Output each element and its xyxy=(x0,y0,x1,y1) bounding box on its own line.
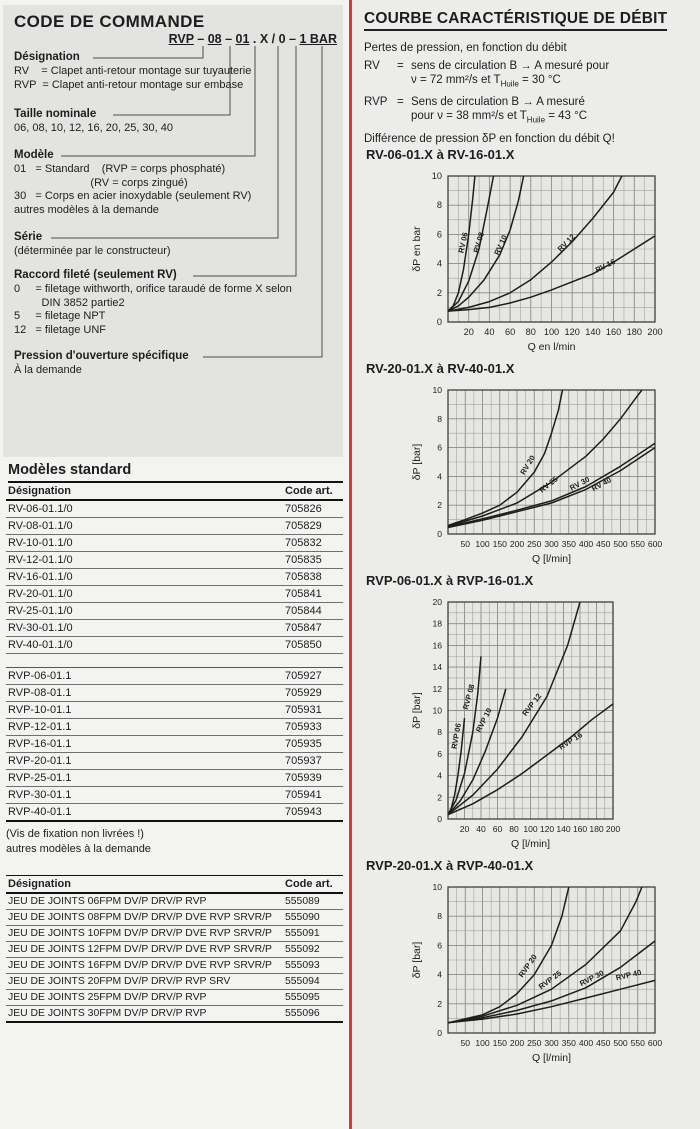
x-tick-label: 160 xyxy=(605,326,622,337)
x-axis-label: Q [l/min] xyxy=(510,837,551,850)
text-line: (Vis de fixation non livrées !) xyxy=(6,828,144,840)
x-tick-label: 200 xyxy=(647,326,663,337)
section-serie xyxy=(14,231,171,259)
section-heading: Raccord fileté (seulement RV) xyxy=(14,269,177,281)
x-tick-label: 100 xyxy=(523,823,538,834)
x-tick-label: 120 xyxy=(564,326,580,337)
y-tick-label: 8 xyxy=(437,910,442,921)
section-pression-ouverture xyxy=(14,350,189,378)
cell-designation: JEU DE JOINTS 12FPM DV/P DRV/P DVE RVP SRVR/P xyxy=(6,942,283,958)
flow-curve-title: COURBE CARACTÉRISTIQUE DE DÉBIT xyxy=(364,10,667,31)
table-row xyxy=(6,702,343,719)
code-segment: 01 xyxy=(235,32,250,46)
standard-models-title: Modèles standard xyxy=(8,462,343,483)
table-row xyxy=(6,603,343,620)
series-label: RV 16 xyxy=(593,256,617,275)
order-code-value xyxy=(169,32,337,46)
rvp-line1: Sens de circulation B → A mesuré xyxy=(411,95,585,108)
cell-code-art: 705850 xyxy=(283,637,343,654)
x-tick-label: 600 xyxy=(647,538,663,549)
table-row xyxy=(6,569,343,586)
cell-designation: RV-25-01.1/0 xyxy=(6,603,283,620)
table-header-row xyxy=(6,483,343,500)
text-line: autres modèles à la demande xyxy=(6,843,151,855)
y-tick-label: 10 xyxy=(432,384,442,395)
y-tick-label: 8 xyxy=(436,199,442,210)
series-label: RVP 30 xyxy=(578,967,606,988)
x-tick-label: 20 xyxy=(463,326,474,337)
cell-designation: RVP-20-01.1 xyxy=(6,753,283,770)
cell-designation: RV-30-01.1/0 xyxy=(6,620,283,637)
y-axis-label: δP [bar] xyxy=(411,941,423,978)
rv-models-table xyxy=(6,483,343,654)
table-row xyxy=(6,637,343,654)
cell-code-art: 705838 xyxy=(283,569,343,586)
code-segment: – xyxy=(193,32,208,46)
series-label: RVP 12 xyxy=(520,691,544,718)
x-tick-label: 400 xyxy=(578,1037,594,1048)
text-line: (déterminée par le constructeur) xyxy=(14,245,171,257)
chart2-wrap xyxy=(408,380,694,573)
left-tables xyxy=(6,462,343,1023)
cell-code-art: 705847 xyxy=(283,620,343,637)
cell-code-art: 555092 xyxy=(283,942,343,958)
y-tick-label: 4 xyxy=(437,470,442,481)
series-label: RV 30 xyxy=(568,474,591,493)
section-designation xyxy=(14,51,251,92)
y-tick-label: 0 xyxy=(436,316,442,327)
table-row xyxy=(6,910,343,926)
y-tick-label: 0 xyxy=(437,1027,442,1038)
series-label: RV 25 xyxy=(537,474,560,495)
x-tick-label: 450 xyxy=(596,1037,611,1048)
y-tick-label: 16 xyxy=(432,639,442,650)
table-header-row xyxy=(6,876,343,894)
y-axis-label: δP [bar] xyxy=(411,691,423,729)
table-row xyxy=(6,668,343,685)
cell-code-art: 705844 xyxy=(283,603,343,620)
cell-code-art: 555090 xyxy=(283,910,343,926)
rv-term: RV xyxy=(364,59,380,72)
x-tick-label: 300 xyxy=(544,1037,559,1048)
cell-code-art: 555095 xyxy=(283,990,343,1006)
x-tick-label: 500 xyxy=(613,1037,628,1048)
table-row xyxy=(6,719,343,736)
chart4-title: RVP-20-01.X à RVP-40-01.X xyxy=(366,857,534,873)
y-tick-label: 6 xyxy=(437,939,442,950)
rvp-definition xyxy=(364,95,694,128)
x-tick-label: 50 xyxy=(460,1037,471,1048)
text-line: À la demande xyxy=(14,364,82,376)
table-notes xyxy=(6,827,343,857)
cell-code-art: 705826 xyxy=(283,500,343,518)
x-tick-label: 550 xyxy=(630,1037,645,1048)
x-tick-label: 60 xyxy=(492,823,503,834)
table-row xyxy=(6,736,343,753)
cell-code-art: 555091 xyxy=(283,926,343,942)
y-tick-label: 10 xyxy=(432,705,442,716)
y-tick-label: 4 xyxy=(437,770,442,781)
cell-designation: JEU DE JOINTS 10FPM DV/P DRV/P DVE RVP SRVR/P xyxy=(6,926,283,942)
col-code-art: Code art. xyxy=(283,483,343,500)
col-designation: Désignation xyxy=(6,483,283,500)
rvp-models-table xyxy=(6,667,343,822)
y-tick-label: 8 xyxy=(437,726,442,737)
table-row xyxy=(6,685,343,702)
section-taille-nominale xyxy=(14,108,173,136)
table-row xyxy=(6,1006,343,1023)
x-tick-label: 140 xyxy=(585,326,601,337)
cell-designation: RVP-06-01.1 xyxy=(6,668,283,685)
cell-code-art: 705935 xyxy=(283,736,343,753)
section-lines xyxy=(14,245,171,259)
cell-code-art: 555089 xyxy=(283,893,343,910)
table-row xyxy=(6,620,343,637)
equals-sign: = xyxy=(397,95,404,108)
intro-line: Pertes de pression, en fonction du débit xyxy=(364,42,567,54)
cell-designation: RVP-10-01.1 xyxy=(6,702,283,719)
table-row xyxy=(6,753,343,770)
x-tick-label: 500 xyxy=(613,538,628,549)
col-designation: Désignation xyxy=(6,876,283,894)
table-row xyxy=(6,926,343,942)
y-tick-label: 6 xyxy=(437,748,442,759)
series-label: RV 20 xyxy=(518,453,538,476)
section-lines xyxy=(14,163,251,217)
section-lines xyxy=(14,364,189,378)
table-row xyxy=(6,942,343,958)
section-heading: Taille nominale xyxy=(14,108,97,120)
x-tick-label: 200 xyxy=(509,538,525,549)
cell-designation: RVP-30-01.1 xyxy=(6,787,283,804)
cell-designation: RV-40-01.1/0 xyxy=(6,637,283,654)
y-axis-label: δP en bar xyxy=(411,225,423,272)
cell-designation: RVP-16-01.1 xyxy=(6,736,283,753)
x-tick-label: 550 xyxy=(630,538,645,549)
intro-note: Différence de pression δP en fonction du débit Q! xyxy=(364,133,615,146)
code-segment: 08 xyxy=(207,32,222,46)
cell-code-art: 705931 xyxy=(283,702,343,719)
x-tick-label: 80 xyxy=(509,823,519,834)
chart4-wrap xyxy=(408,877,694,1072)
table-row xyxy=(6,535,343,552)
code-segment: 1 BAR xyxy=(299,32,337,46)
x-tick-label: 350 xyxy=(561,1037,576,1048)
cell-designation: RV-08-01.1/0 xyxy=(6,518,283,535)
cell-code-art: 555096 xyxy=(283,1006,343,1023)
series-label: RVP 25 xyxy=(536,968,564,991)
y-tick-label: 18 xyxy=(432,618,442,629)
chart2-title: RV-20-01.X à RV-40-01.X xyxy=(366,360,515,376)
x-tick-label: 40 xyxy=(484,326,495,337)
x-tick-label: 150 xyxy=(492,1037,507,1048)
cell-code-art: 555094 xyxy=(283,974,343,990)
table-row xyxy=(6,893,343,910)
section-heading: Désignation xyxy=(14,51,80,63)
text-line: 0 = filetage withworth, orifice taraudé de forme X selon xyxy=(14,283,292,295)
x-tick-label: 450 xyxy=(596,538,611,549)
x-tick-label: 200 xyxy=(605,823,621,834)
subscript-huile: Huile xyxy=(526,115,546,125)
rv-definition xyxy=(364,59,694,92)
text-line: 30 = Corps en acier inoxydable (seulement RV) xyxy=(14,190,252,202)
cell-designation: RV-10-01.1/0 xyxy=(6,535,283,552)
y-tick-label: 14 xyxy=(432,661,442,672)
x-tick-label: 160 xyxy=(572,823,588,834)
section-lines xyxy=(14,122,173,136)
text-line: DIN 3852 partie2 xyxy=(14,296,125,309)
right-column xyxy=(352,0,700,1129)
section-heading: Série xyxy=(14,231,43,243)
rvp-line2: pour ν = 38 mm²/s et T xyxy=(411,110,527,123)
x-tick-label: 40 xyxy=(476,823,486,834)
y-tick-label: 2 xyxy=(437,791,442,802)
cell-code-art: 705929 xyxy=(283,685,343,702)
series-label: RV 10 xyxy=(492,233,509,257)
y-tick-label: 10 xyxy=(432,881,442,892)
x-axis-label: Q [l/min] xyxy=(531,552,572,565)
section-heading: Modèle xyxy=(14,149,54,161)
cell-designation: JEU DE JOINTS 06FPM DV/P DRV/P RVP xyxy=(6,893,283,910)
cell-code-art: 705937 xyxy=(283,753,343,770)
text-line: RV = Clapet anti-retour montage sur tuyauterie xyxy=(14,65,252,77)
chart1-title: RV-06-01.X à RV-16-01.X xyxy=(366,146,515,162)
series-label: RVP 10 xyxy=(473,706,494,734)
cell-designation: JEU DE JOINTS 20FPM DV/P DRV/P RVP SRV xyxy=(6,974,283,990)
order-code-title: CODE DE COMMANDE xyxy=(14,12,205,31)
equals-sign: = xyxy=(397,59,404,72)
y-tick-label: 6 xyxy=(437,442,442,453)
table-row xyxy=(6,518,343,535)
text-line: 06, 08, 10, 12, 16, 20, 25, 30, 40 xyxy=(14,122,174,134)
cell-designation: RV-12-01.1/0 xyxy=(6,552,283,569)
cell-designation: JEU DE JOINTS 25FPM DV/P DRV/P RVP xyxy=(6,990,283,1006)
table-row xyxy=(6,958,343,974)
series-label: RVP 16 xyxy=(557,729,584,752)
cell-code-art: 705927 xyxy=(283,668,343,685)
cell-code-art: 705933 xyxy=(283,719,343,736)
x-tick-label: 100 xyxy=(475,538,490,549)
cell-designation: RVP-25-01.1 xyxy=(6,770,283,787)
cell-code-art: 705841 xyxy=(283,586,343,603)
chart-rv-20-40 xyxy=(408,380,669,568)
rv-line1: sens de circulation B → A mesuré pour xyxy=(411,59,610,72)
series-label: RVP 40 xyxy=(614,967,643,982)
section-raccord-filete xyxy=(14,269,292,337)
table-row xyxy=(6,500,343,518)
cell-code-art: 705941 xyxy=(283,787,343,804)
x-tick-label: 300 xyxy=(544,538,559,549)
table-row xyxy=(6,586,343,603)
col-code-art: Code art. xyxy=(283,876,343,894)
cell-designation: RV-20-01.1/0 xyxy=(6,586,283,603)
x-tick-label: 20 xyxy=(459,823,470,834)
text-line: RVP = Clapet anti-retour montage sur embase xyxy=(14,78,244,91)
y-tick-label: 6 xyxy=(436,228,442,239)
x-tick-label: 350 xyxy=(561,538,576,549)
y-tick-label: 10 xyxy=(431,170,442,181)
cell-designation: RVP-40-01.1 xyxy=(6,804,283,822)
series-label: RVP 20 xyxy=(516,952,539,979)
cell-code-art: 705939 xyxy=(283,770,343,787)
y-tick-label: 12 xyxy=(432,683,442,694)
code-segment: . X / 0 – xyxy=(249,32,300,46)
cell-designation: RV-06-01.1/0 xyxy=(6,500,283,518)
table-row xyxy=(6,990,343,1006)
order-code-box xyxy=(3,5,343,457)
x-axis-label: Q en l/min xyxy=(527,340,576,353)
seal-kits-table xyxy=(6,875,343,1023)
table-row xyxy=(6,974,343,990)
y-tick-label: 8 xyxy=(437,413,442,424)
cell-designation: JEU DE JOINTS 30FPM DV/P DRV/P RVP xyxy=(6,1006,283,1023)
rvp-definition-text xyxy=(411,95,694,128)
series-label: RV 40 xyxy=(590,474,613,493)
text-line: 01 = Standard (RVP = corps phosphaté) xyxy=(14,163,226,175)
x-tick-label: 60 xyxy=(504,326,516,337)
text-line: 5 = filetage NPT xyxy=(14,310,106,322)
series-label: RVP 08 xyxy=(460,682,477,711)
chart3-title: RVP-06-01.X à RVP-16-01.X xyxy=(366,572,534,588)
section-heading: Pression d'ouverture spécifique xyxy=(14,350,189,362)
series-label: RV 06 xyxy=(456,231,470,254)
rv-definition-text xyxy=(411,59,694,92)
x-tick-label: 250 xyxy=(527,538,542,549)
cell-code-art: 705829 xyxy=(283,518,343,535)
x-tick-label: 100 xyxy=(475,1037,490,1048)
x-tick-label: 250 xyxy=(527,1037,542,1048)
subscript-huile: Huile xyxy=(500,79,519,89)
text-line: 12 = filetage UNF xyxy=(14,323,107,336)
y-axis-label: δP [bar] xyxy=(411,443,423,480)
x-tick-label: 150 xyxy=(492,538,507,549)
rvp-line2-end: = 43 °C xyxy=(545,110,588,123)
rv-line2-end: = 30 °C xyxy=(518,74,561,86)
cell-designation: RVP-08-01.1 xyxy=(6,685,283,702)
y-tick-label: 20 xyxy=(432,596,442,607)
cell-designation: JEU DE JOINTS 08FPM DV/P DRV/P DVE RVP SRVR/P xyxy=(6,910,283,926)
table-row xyxy=(6,787,343,804)
text-line: (RV = corps zingué) xyxy=(14,176,188,189)
code-segment: – xyxy=(221,32,236,46)
cell-designation: RV-16-01.1/0 xyxy=(6,569,283,586)
cell-code-art: 555093 xyxy=(283,958,343,974)
section-lines xyxy=(14,283,292,337)
series-label: RV 12 xyxy=(555,231,577,254)
table-row xyxy=(6,770,343,787)
chart1-wrap xyxy=(408,166,694,361)
x-tick-label: 120 xyxy=(539,823,555,834)
intro-text xyxy=(364,41,694,147)
cell-code-art: 705832 xyxy=(283,535,343,552)
x-tick-label: 140 xyxy=(556,823,571,834)
y-tick-label: 2 xyxy=(436,287,442,298)
x-tick-label: 180 xyxy=(626,326,642,337)
x-axis-label: Q [l/min] xyxy=(531,1051,572,1064)
x-tick-label: 80 xyxy=(525,326,536,337)
rvp-term: RVP xyxy=(364,95,388,108)
cell-code-art: 705835 xyxy=(283,552,343,569)
y-tick-label: 4 xyxy=(437,969,442,980)
y-tick-label: 0 xyxy=(437,813,442,824)
section-lines xyxy=(14,65,251,92)
section-modele xyxy=(14,149,251,217)
x-tick-label: 200 xyxy=(509,1037,525,1048)
x-tick-label: 400 xyxy=(578,538,594,549)
chart-rv-06-16 xyxy=(408,166,669,356)
table-row xyxy=(6,804,343,822)
cell-designation: JEU DE JOINTS 16FPM DV/P DRV/P DVE RVP SRVR/P xyxy=(6,958,283,974)
table-row xyxy=(6,552,343,569)
x-tick-label: 50 xyxy=(460,538,471,549)
y-tick-label: 2 xyxy=(437,998,442,1009)
code-segment: RVP xyxy=(168,32,194,46)
left-column xyxy=(0,0,349,1129)
series-label: RV 08 xyxy=(471,230,486,254)
y-tick-label: 4 xyxy=(436,258,442,269)
series-label: RVP 06 xyxy=(449,722,463,750)
x-tick-label: 600 xyxy=(647,1037,663,1048)
y-tick-label: 2 xyxy=(437,499,442,510)
cell-code-art: 705943 xyxy=(283,804,343,822)
text-line: autres modèles à la demande xyxy=(14,203,159,216)
x-tick-label: 180 xyxy=(589,823,604,834)
x-tick-label: 100 xyxy=(543,326,560,337)
cell-designation: RVP-12-01.1 xyxy=(6,719,283,736)
rv-line2: ν = 72 mm²/s et T xyxy=(411,74,501,86)
chart3-wrap xyxy=(408,592,694,858)
chart-rvp-06-16 xyxy=(408,592,627,853)
y-tick-label: 0 xyxy=(437,528,442,539)
chart-rvp-20-40 xyxy=(408,877,669,1067)
